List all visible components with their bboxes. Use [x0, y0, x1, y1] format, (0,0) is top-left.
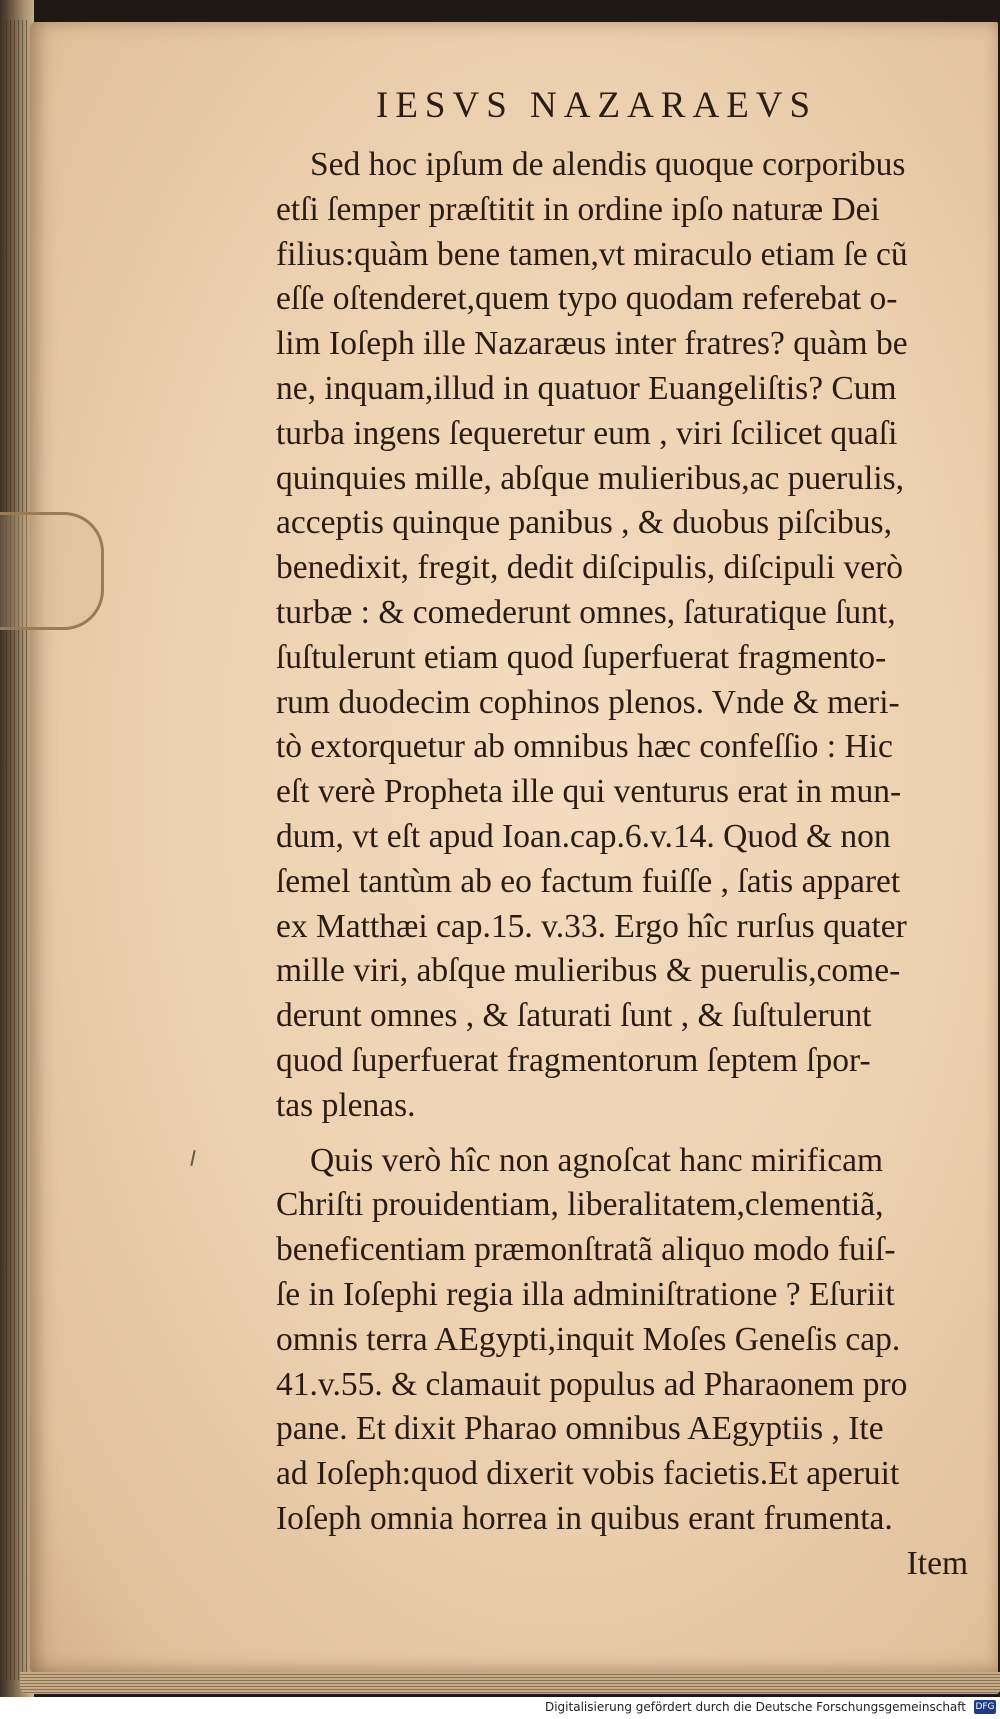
text-line: filius:quàm bene tamen,vt miraculo etiam ſe cũ [276, 235, 908, 273]
text-line: beneficentiam præmonſtratã aliquo modo fuiſ- [276, 1231, 896, 1269]
text-line: 41.v.55. & clamauit populus ad Pharaonem pro [276, 1365, 908, 1403]
text-line: pane. Et dixit Pharao omnibus AEgyptiis , Ite [276, 1410, 884, 1448]
text-line: eſſe oſtenderet,quem typo quodam referebat o- [276, 280, 898, 318]
text-line: Chriſti prouidentiam, liberalitatem,clementiã, [276, 1186, 884, 1224]
text-line: ex Matthæi cap.15. v.33. Ergo hîc rurſus quater [276, 907, 907, 945]
text-line: Sed hoc ipſum de alendis quoque corporibus [310, 146, 906, 183]
text-line: eſt verè Propheta ille qui venturus erat in mun- [276, 773, 902, 811]
text-line: rum duodecim cophinos plenos. Vnde & meri- [276, 683, 900, 721]
page-bottom-edges [20, 1672, 1000, 1694]
text-line: ne, inquam,illud in quatuor Euangeliſtis? Cum [276, 369, 897, 407]
running-head: IESVS NAZARAEVS [376, 85, 818, 126]
page-tab-marker [0, 512, 104, 630]
text-line: tò extorquetur ab omnibus hæc confeſſio : Hic [276, 728, 893, 766]
catchword: Item [906, 1544, 968, 1582]
funding-credit: Digitalisierung gefördert durch die Deutsche Forschungsgemeinschaft [544, 1700, 966, 1714]
book-spine-edge [0, 0, 34, 1719]
dfg-logo: DFG [975, 1702, 995, 1712]
text-line: benedixit, fregit, dedit diſcipulis, diſcipuli verò [276, 549, 904, 587]
page-leaf-lines [6, 20, 28, 1680]
text-line: acceptis quinque panibus , & duobus piſcibus, [276, 504, 892, 542]
text-line: turbæ : & comederunt omnes, ſaturatique ſunt, [276, 593, 896, 631]
text-line: ſe in Ioſephi regia illa adminiſtratione ? Eſuriit [276, 1275, 895, 1313]
text-line: turba ingens ſequeretur eum , viri ſcilicet quaſi [276, 414, 898, 452]
text-line: quod ſuperfuerat fragmentorum ſeptem ſpor- [276, 1041, 871, 1079]
text-line: omnis terra AEgypti,inquit Moſes Geneſis cap. [276, 1320, 901, 1358]
text-line: Quis verò hîc non agnoſcat hanc mirificam [310, 1141, 884, 1179]
text-line: lim Ioſeph ille Nazaræus inter fratres? quàm be [276, 325, 908, 363]
text-line: ſuſtulerunt etiam quod ſuperfuerat fragmento- [276, 638, 887, 676]
text-line: etſi ſemper præſtitit in ordine ipſo naturæ Dei [276, 190, 880, 228]
text-line: tas plenas. [276, 1086, 416, 1124]
body-text [276, 143, 976, 1587]
text-line: quinquies mille, abſque mulieribus,ac puerulis, [276, 459, 904, 497]
text-line: derunt omnes , & ſaturati ſunt , & ſuſtulerunt [276, 997, 872, 1035]
text-line: dum, vt eſt apud Ioan.cap.6.v.14. Quod & non [276, 817, 891, 855]
text-line: ad Ioſeph:quod dixerit vobis facietis.Et aperuit [276, 1455, 900, 1493]
text-line: Ioſeph omnia horrea in quibus erant frumenta. [276, 1499, 893, 1537]
text-line: ſemel tantùm ab eo factum fuiſſe , ſatis apparet [276, 862, 901, 900]
text-line: mille viri, abſque mulieribus & puerulis,come- [276, 952, 901, 990]
